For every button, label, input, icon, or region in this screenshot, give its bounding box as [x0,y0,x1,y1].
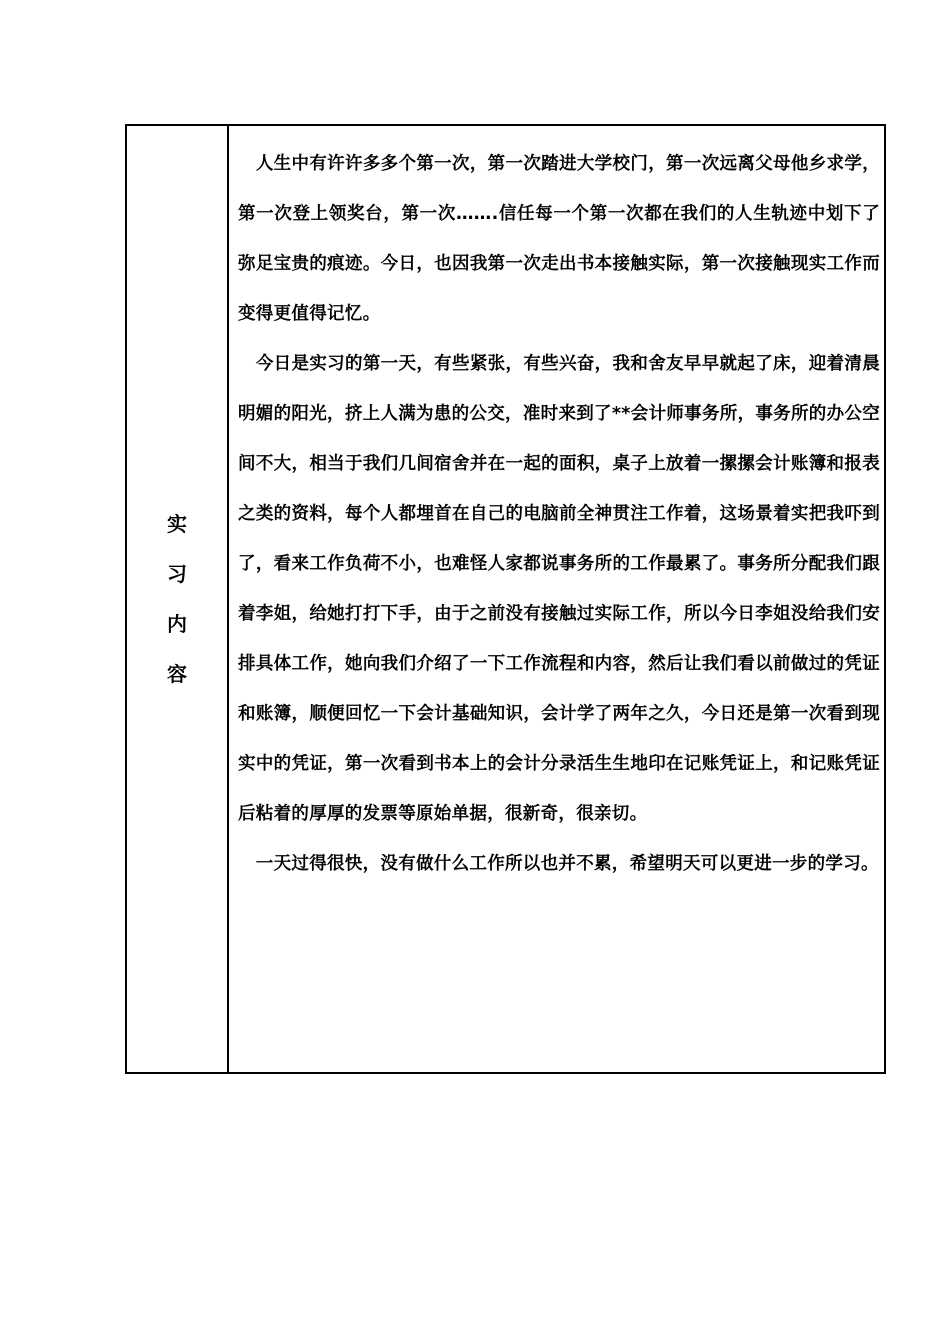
internship-content-cell [228,125,885,1073]
section-label-char: 容 [167,662,187,686]
section-label-char: 实 [167,512,187,536]
internship-record-table [125,124,886,1074]
content-paragraph: 今日是实习的第一天，有些紧张，有些兴奋，我和舍友早早就起了床，迎着清晨明媚的阳光，挤上人满为患的公交，准时来到了**会计师事务所，事务所的办公空间不大，相当于我们几间宿舍并在一起的面积，桌子上放着一摞摞会计账簿和报表之类的资料，每个人都埋首在自己的电脑前全神贯注工作着，这场景着实把我吓到了，看来工作负荷不小，也难怪人家都说事务所的工作最累了。事务所分配我们跟着李姐，给她打打下手，由于之前没有接触过实际工作，所以今日李姐没给我们安排具体工作，她向我们介绍了一下工作流程和内容，然后让我们看以前做过的凭证和账簿，顺便回忆一下会计基础知识，会计学了两年之久，今日还是第一次看到现实中的凭证，第一次看到书本上的会计分录活生生地印在记账凭证上，和记账凭证后粘着的厚厚的发票等原始单据，很新奇，很亲切。 [238,354,880,824]
section-label-char: 内 [167,612,187,636]
content-paragraph: 一天过得很快，没有做什么工作所以也并不累，希望明天可以更进一步的学习。 [238,854,879,874]
section-label-char: 习 [167,562,187,586]
content-paragraph: 人生中有许许多多个第一次，第一次踏进大学校门，第一次远离父母他乡求学，第一次登上领奖台，第一次…….信任每一个第一次都在我们的人生轨迹中划下了弥足宝贵的痕迹。今日，也因我第一次走出书本接触实际，第一次接触现实工作而变得更值得记忆。 [238,154,880,324]
table-row [126,125,885,1073]
section-label-cell [126,125,228,1073]
